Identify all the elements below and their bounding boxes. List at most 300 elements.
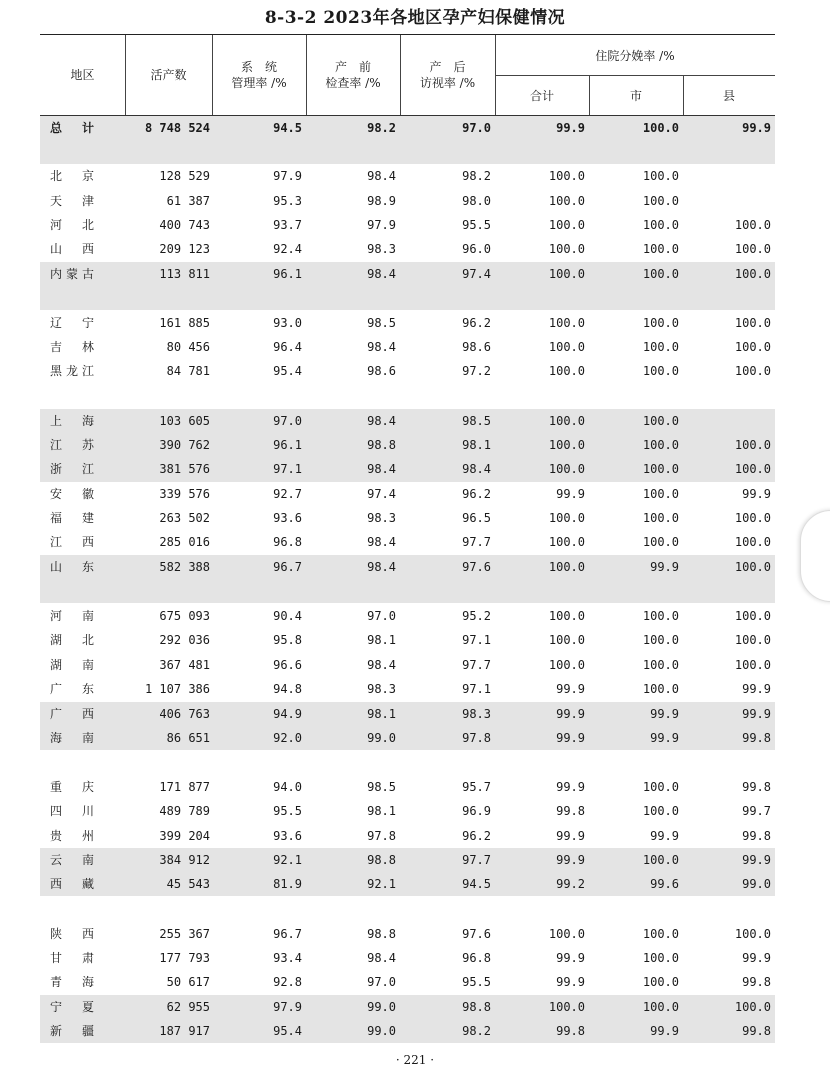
births-cell: 171 877	[159, 780, 210, 794]
region-cell: 河 南	[50, 609, 99, 623]
mgmt-cell: 92.1	[273, 853, 302, 867]
total-cell: 100.0	[548, 218, 585, 232]
header-postnatal-rate: 产 后 访视率 /%	[419, 60, 476, 90]
table-row	[40, 628, 775, 652]
total-cell: 99.9	[556, 121, 585, 135]
city-cell: 99.6	[650, 877, 679, 891]
region-cell: 湖 南	[50, 658, 99, 672]
side-float-button[interactable]	[800, 510, 830, 602]
post-cell: 97.0	[462, 121, 491, 135]
region-cell: 宁 夏	[50, 1000, 99, 1014]
region-cell: 陕 西	[50, 927, 99, 941]
header-divider	[125, 35, 126, 115]
region-cell: 辽 宁	[50, 316, 99, 330]
post-cell: 95.2	[462, 609, 491, 623]
total-cell: 100.0	[548, 438, 585, 452]
mgmt-cell: 93.4	[273, 951, 302, 965]
post-cell: 97.6	[462, 560, 491, 574]
pre-cell: 98.3	[367, 242, 396, 256]
county-cell: 99.0	[742, 877, 771, 891]
total-cell: 100.0	[548, 169, 585, 183]
post-cell: 97.8	[462, 731, 491, 745]
pre-cell: 98.4	[367, 414, 396, 428]
city-cell: 100.0	[642, 633, 679, 647]
post-cell: 98.2	[462, 169, 491, 183]
births-cell: 399 204	[159, 829, 210, 843]
births-cell: 381 576	[159, 462, 210, 476]
mgmt-cell: 81.9	[273, 877, 302, 891]
births-cell: 45 543	[166, 877, 210, 891]
births-cell: 384 912	[159, 853, 210, 867]
county-cell: 100.0	[734, 927, 771, 941]
table-row	[40, 995, 775, 1019]
mgmt-cell: 94.8	[273, 682, 302, 696]
city-cell: 100.0	[642, 267, 679, 281]
post-cell: 95.5	[462, 975, 491, 989]
table-row	[40, 311, 775, 335]
city-cell: 100.0	[642, 853, 679, 867]
region-cell: 北 京	[50, 169, 99, 183]
city-cell: 100.0	[642, 511, 679, 525]
city-cell: 100.0	[642, 242, 679, 256]
county-cell: 100.0	[734, 438, 771, 452]
header-divider	[683, 75, 684, 115]
post-cell: 98.6	[462, 340, 491, 354]
table-row	[40, 872, 775, 896]
pre-cell: 99.0	[367, 1000, 396, 1014]
region-cell: 福 建	[50, 511, 99, 525]
post-cell: 96.0	[462, 242, 491, 256]
region-cell: 江 西	[50, 535, 99, 549]
post-cell: 97.1	[462, 682, 491, 696]
table-row	[40, 530, 775, 554]
post-cell: 96.9	[462, 804, 491, 818]
births-cell: 400 743	[159, 218, 210, 232]
births-cell: 8 748 524	[144, 121, 210, 135]
total-cell: 99.8	[556, 1024, 585, 1038]
births-cell: 50 617	[166, 975, 210, 989]
table-row	[40, 702, 775, 726]
city-cell: 100.0	[642, 316, 679, 330]
table-title: 8-3-2 2023年各地区孕产妇保健情况	[264, 8, 566, 28]
births-cell: 675 093	[159, 609, 210, 623]
pre-cell: 98.4	[367, 169, 396, 183]
mgmt-cell: 97.1	[273, 462, 302, 476]
region-cell: 黑龙江	[50, 364, 99, 378]
births-cell: 390 762	[159, 438, 210, 452]
city-cell: 99.9	[650, 560, 679, 574]
header-divider	[306, 35, 307, 115]
mgmt-cell: 95.8	[273, 633, 302, 647]
city-cell: 100.0	[642, 658, 679, 672]
region-cell: 贵 州	[50, 829, 99, 843]
post-cell: 96.8	[462, 951, 491, 965]
births-cell: 489 789	[159, 804, 210, 818]
pre-cell: 98.3	[367, 682, 396, 696]
post-cell: 95.5	[462, 218, 491, 232]
post-cell: 97.1	[462, 633, 491, 647]
total-cell: 99.9	[556, 853, 585, 867]
total-cell: 100.0	[548, 609, 585, 623]
county-cell	[681, 164, 771, 188]
region-cell: 内蒙古	[50, 267, 99, 281]
county-cell: 100.0	[734, 316, 771, 330]
total-cell: 99.9	[556, 731, 585, 745]
births-cell: 177 793	[159, 951, 210, 965]
city-cell: 99.9	[650, 707, 679, 721]
births-cell: 406 763	[159, 707, 210, 721]
table-header	[40, 35, 775, 116]
post-cell: 98.3	[462, 707, 491, 721]
city-cell: 100.0	[642, 169, 679, 183]
table-row	[40, 335, 775, 359]
births-cell: 161 885	[159, 316, 210, 330]
pre-cell: 97.0	[367, 975, 396, 989]
total-cell: 100.0	[548, 511, 585, 525]
table-row	[40, 409, 775, 433]
county-cell: 100.0	[734, 511, 771, 525]
births-cell: 80 456	[166, 340, 210, 354]
region-cell: 甘 肃	[50, 951, 99, 965]
pre-cell: 98.2	[367, 121, 396, 135]
table-row	[40, 653, 775, 677]
page-number: · 221 ·	[395, 1053, 435, 1067]
region-cell: 安 徽	[50, 487, 99, 501]
mgmt-cell: 96.6	[273, 658, 302, 672]
region-cell: 广 西	[50, 707, 99, 721]
table-row	[40, 946, 775, 970]
county-cell: 99.8	[742, 975, 771, 989]
city-cell: 100.0	[642, 951, 679, 965]
city-cell: 100.0	[642, 804, 679, 818]
city-cell: 99.9	[650, 731, 679, 745]
mgmt-cell: 96.7	[273, 560, 302, 574]
region-cell: 四 川	[50, 804, 99, 818]
post-cell: 96.2	[462, 316, 491, 330]
post-cell: 96.5	[462, 511, 491, 525]
pre-cell: 98.4	[367, 462, 396, 476]
city-cell: 100.0	[642, 780, 679, 794]
total-cell: 99.9	[556, 780, 585, 794]
region-cell: 总 计	[50, 121, 99, 135]
post-cell: 98.0	[462, 194, 491, 208]
mgmt-cell: 96.8	[273, 535, 302, 549]
post-cell: 98.8	[462, 1000, 491, 1014]
city-cell: 99.9	[650, 1024, 679, 1038]
city-cell: 100.0	[642, 340, 679, 354]
mgmt-cell: 94.9	[273, 707, 302, 721]
post-cell: 96.2	[462, 487, 491, 501]
city-cell: 100.0	[642, 121, 679, 135]
births-cell: 128 529	[159, 169, 210, 183]
total-cell: 99.2	[556, 877, 585, 891]
region-cell: 海 南	[50, 731, 99, 745]
table-row	[40, 262, 775, 286]
births-cell: 103 605	[159, 414, 210, 428]
header-divider	[495, 75, 775, 76]
county-cell: 100.0	[734, 1000, 771, 1014]
total-cell: 99.9	[556, 707, 585, 721]
births-cell: 367 481	[159, 658, 210, 672]
county-cell: 100.0	[734, 609, 771, 623]
total-cell: 99.9	[556, 487, 585, 501]
pre-cell: 98.4	[367, 267, 396, 281]
city-cell: 100.0	[642, 462, 679, 476]
mgmt-cell: 97.0	[273, 414, 302, 428]
mgmt-cell: 94.0	[273, 780, 302, 794]
county-cell: 100.0	[734, 462, 771, 476]
total-cell: 100.0	[548, 658, 585, 672]
births-cell: 113 811	[159, 267, 210, 281]
mgmt-cell: 92.0	[273, 731, 302, 745]
city-cell: 100.0	[642, 218, 679, 232]
table-row	[40, 457, 775, 481]
post-cell: 98.2	[462, 1024, 491, 1038]
pre-cell: 98.6	[367, 364, 396, 378]
table-row	[40, 799, 775, 823]
mgmt-cell: 93.7	[273, 218, 302, 232]
header-region: 地区	[70, 68, 95, 82]
total-cell: 100.0	[548, 927, 585, 941]
city-cell: 100.0	[642, 194, 679, 208]
table-row	[40, 433, 775, 457]
header-total: 合计	[529, 88, 554, 103]
post-cell: 97.2	[462, 364, 491, 378]
city-cell: 100.0	[642, 975, 679, 989]
region-cell: 青 海	[50, 975, 99, 989]
county-cell: 99.8	[742, 780, 771, 794]
county-cell: 100.0	[734, 560, 771, 574]
pre-cell: 98.1	[367, 804, 396, 818]
city-cell: 100.0	[642, 1000, 679, 1014]
mgmt-cell: 92.8	[273, 975, 302, 989]
table-body	[40, 116, 775, 1042]
city-cell: 100.0	[642, 535, 679, 549]
maternal-health-table	[40, 34, 775, 1043]
county-cell: 100.0	[734, 535, 771, 549]
births-cell: 86 651	[166, 731, 210, 745]
births-cell: 285 016	[159, 535, 210, 549]
table-row	[40, 824, 775, 848]
post-cell: 97.7	[462, 853, 491, 867]
county-cell: 100.0	[734, 340, 771, 354]
city-cell: 100.0	[642, 364, 679, 378]
post-cell: 95.7	[462, 780, 491, 794]
births-cell: 61 387	[166, 194, 210, 208]
post-cell: 97.6	[462, 927, 491, 941]
city-cell: 100.0	[642, 414, 679, 428]
pre-cell: 99.0	[367, 1024, 396, 1038]
county-cell: 99.8	[742, 829, 771, 843]
table-row	[40, 555, 775, 579]
mgmt-cell: 96.7	[273, 927, 302, 941]
county-cell: 99.7	[742, 804, 771, 818]
post-cell: 97.4	[462, 267, 491, 281]
table-row	[40, 213, 775, 237]
pre-cell: 98.4	[367, 951, 396, 965]
table-row	[40, 848, 775, 872]
total-row	[40, 116, 775, 140]
county-cell: 100.0	[734, 218, 771, 232]
pre-cell: 98.3	[367, 511, 396, 525]
total-cell: 100.0	[548, 1000, 585, 1014]
region-cell: 天 津	[50, 194, 99, 208]
pre-cell: 97.8	[367, 829, 396, 843]
region-cell: 江 苏	[50, 438, 99, 452]
table-row	[40, 677, 775, 701]
region-cell: 山 西	[50, 242, 99, 256]
table-row	[40, 237, 775, 261]
city-cell: 100.0	[642, 438, 679, 452]
city-cell: 100.0	[642, 487, 679, 501]
pre-cell: 98.8	[367, 927, 396, 941]
header-city: 市	[629, 88, 642, 103]
region-cell: 湖 北	[50, 633, 99, 647]
pre-cell: 98.4	[367, 658, 396, 672]
post-cell: 98.4	[462, 462, 491, 476]
header-management-rate: 系 统 管理率 /%	[231, 60, 287, 90]
table-row	[40, 604, 775, 628]
mgmt-cell: 96.4	[273, 340, 302, 354]
header-prenatal-rate: 产 前 检查率 /%	[325, 60, 381, 90]
region-cell: 重 庆	[50, 780, 99, 794]
county-cell: 100.0	[734, 658, 771, 672]
births-cell: 209 123	[159, 242, 210, 256]
total-cell: 100.0	[548, 535, 585, 549]
total-cell: 100.0	[548, 364, 585, 378]
pre-cell: 98.8	[367, 853, 396, 867]
mgmt-cell: 97.9	[273, 169, 302, 183]
region-cell: 广 东	[50, 682, 99, 696]
county-cell: 99.9	[742, 853, 771, 867]
pre-cell: 97.4	[367, 487, 396, 501]
table-row	[40, 970, 775, 994]
county-cell: 100.0	[734, 633, 771, 647]
county-cell: 99.8	[742, 731, 771, 745]
pre-cell: 98.8	[367, 438, 396, 452]
mgmt-cell: 92.7	[273, 487, 302, 501]
table-row	[40, 482, 775, 506]
county-cell: 99.8	[742, 1024, 771, 1038]
city-cell: 100.0	[642, 609, 679, 623]
total-cell: 100.0	[548, 242, 585, 256]
pre-cell: 98.4	[367, 535, 396, 549]
births-cell: 582 388	[159, 560, 210, 574]
total-cell: 100.0	[548, 316, 585, 330]
births-cell: 187 917	[159, 1024, 210, 1038]
total-cell: 99.8	[556, 804, 585, 818]
post-cell: 97.7	[462, 535, 491, 549]
header-divider	[400, 35, 401, 115]
births-cell: 1 107 386	[144, 682, 210, 696]
pre-cell: 98.1	[367, 633, 396, 647]
total-cell: 100.0	[548, 414, 585, 428]
post-cell: 98.5	[462, 414, 491, 428]
table-row	[40, 1019, 775, 1043]
post-cell: 98.1	[462, 438, 491, 452]
total-cell: 100.0	[548, 633, 585, 647]
county-cell: 100.0	[734, 364, 771, 378]
total-cell: 100.0	[548, 340, 585, 354]
mgmt-cell: 97.9	[273, 1000, 302, 1014]
region-cell: 新 疆	[50, 1024, 99, 1038]
mgmt-cell: 95.4	[273, 364, 302, 378]
total-cell: 100.0	[548, 560, 585, 574]
county-cell: 99.9	[742, 951, 771, 965]
births-cell: 255 367	[159, 927, 210, 941]
city-cell: 100.0	[642, 927, 679, 941]
births-cell: 292 036	[159, 633, 210, 647]
post-cell: 96.2	[462, 829, 491, 843]
table-row	[40, 506, 775, 530]
header-divider	[212, 35, 213, 115]
county-cell: 100.0	[734, 267, 771, 281]
region-cell: 西 藏	[50, 877, 99, 891]
city-cell: 99.9	[650, 829, 679, 843]
pre-cell: 98.5	[367, 316, 396, 330]
pre-cell: 97.9	[367, 218, 396, 232]
table-row	[40, 775, 775, 799]
births-cell: 62 955	[166, 1000, 210, 1014]
county-cell	[681, 409, 771, 433]
pre-cell: 92.1	[367, 877, 396, 891]
mgmt-cell: 96.1	[273, 267, 302, 281]
total-cell: 99.9	[556, 951, 585, 965]
mgmt-cell: 94.5	[273, 121, 302, 135]
pre-cell: 98.9	[367, 194, 396, 208]
mgmt-cell: 93.6	[273, 829, 302, 843]
county-cell: 100.0	[734, 242, 771, 256]
table-row	[40, 359, 775, 383]
header-divider	[589, 75, 590, 115]
header-live-births: 活产数	[150, 68, 187, 82]
table-row	[40, 164, 775, 188]
region-cell: 河 北	[50, 218, 99, 232]
header-hospital-delivery: 住院分娩率 /%	[595, 48, 675, 63]
total-cell: 100.0	[548, 194, 585, 208]
pre-cell: 98.4	[367, 340, 396, 354]
post-cell: 94.5	[462, 877, 491, 891]
mgmt-cell: 93.6	[273, 511, 302, 525]
table-row	[40, 189, 775, 213]
region-cell: 吉 林	[50, 340, 99, 354]
births-cell: 263 502	[159, 511, 210, 525]
table-row	[40, 726, 775, 750]
total-cell: 99.9	[556, 975, 585, 989]
pre-cell: 97.0	[367, 609, 396, 623]
mgmt-cell: 95.4	[273, 1024, 302, 1038]
mgmt-cell: 96.1	[273, 438, 302, 452]
region-cell: 上 海	[50, 414, 99, 428]
post-cell: 97.7	[462, 658, 491, 672]
pre-cell: 98.1	[367, 707, 396, 721]
city-cell: 100.0	[642, 682, 679, 696]
county-cell: 99.9	[742, 682, 771, 696]
pre-cell: 98.4	[367, 560, 396, 574]
births-cell: 84 781	[166, 364, 210, 378]
mgmt-cell: 93.0	[273, 316, 302, 330]
pre-cell: 98.5	[367, 780, 396, 794]
total-cell: 100.0	[548, 267, 585, 281]
mgmt-cell: 95.3	[273, 194, 302, 208]
county-cell: 99.9	[742, 487, 771, 501]
header-county: 县	[722, 88, 735, 103]
total-cell: 99.9	[556, 682, 585, 696]
region-cell: 浙 江	[50, 462, 99, 476]
county-cell: 99.9	[742, 121, 771, 135]
total-cell: 100.0	[548, 462, 585, 476]
mgmt-cell: 92.4	[273, 242, 302, 256]
